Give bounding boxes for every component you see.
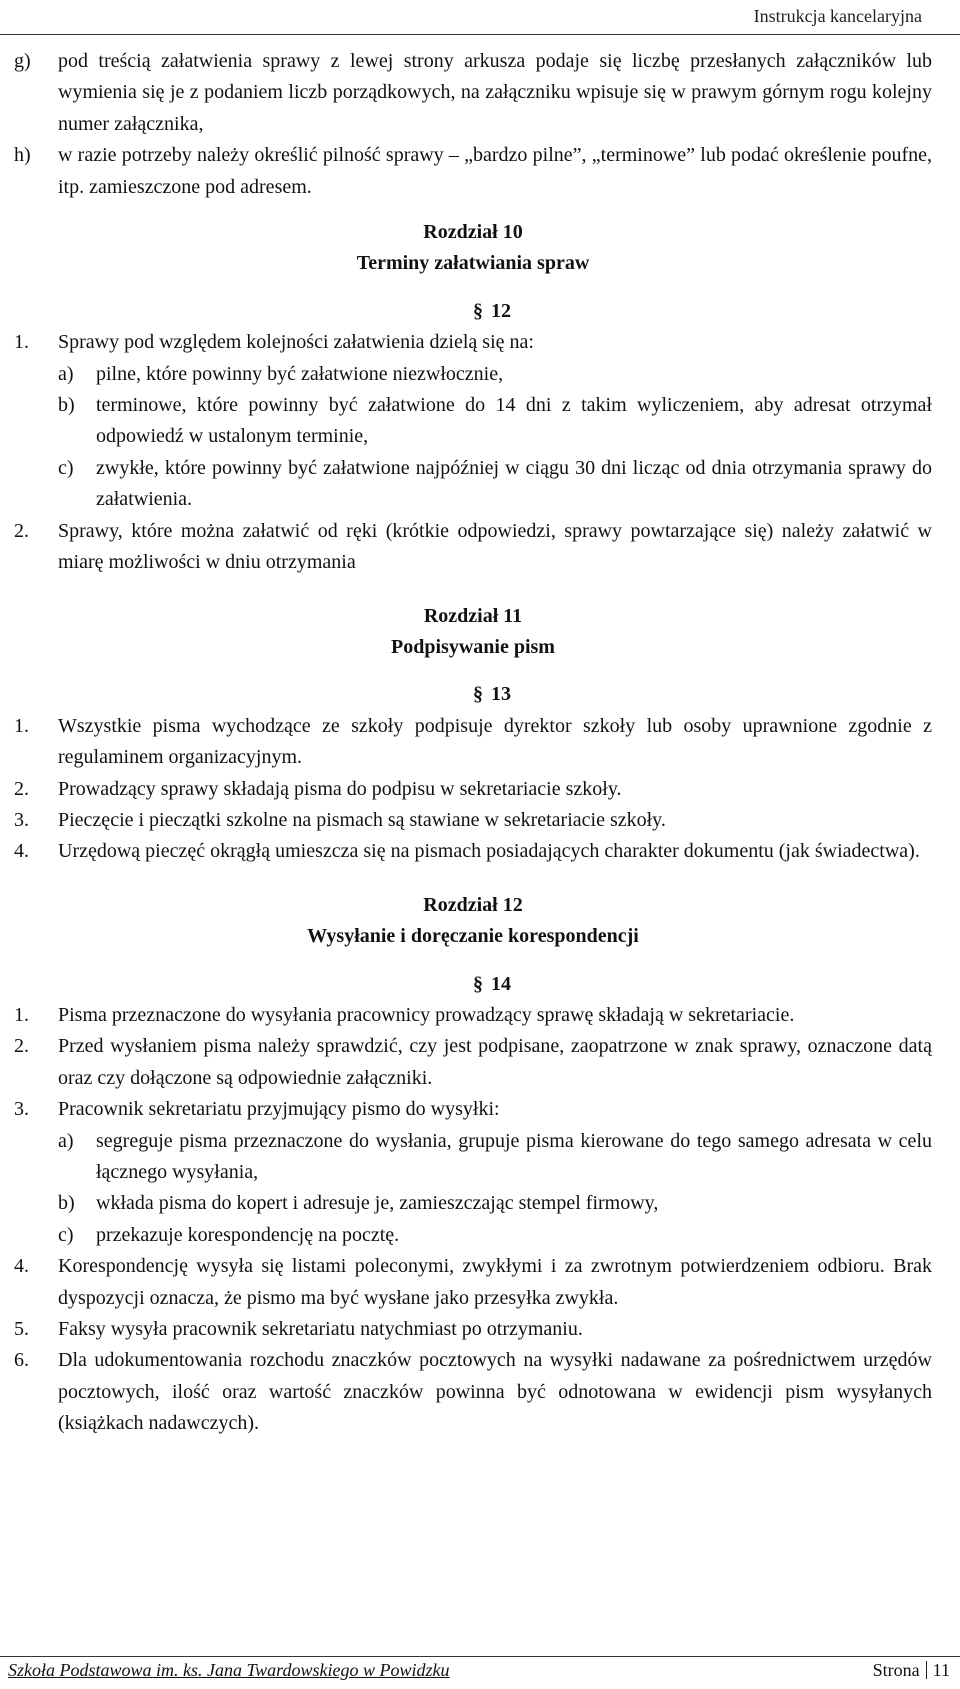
chapter-number: Rozdział 11 bbox=[423, 604, 523, 627]
item-label: 5. bbox=[14, 1318, 29, 1341]
chapter-title: Podpisywanie pism bbox=[391, 635, 555, 658]
sub-label: c) bbox=[58, 1223, 74, 1246]
item-text: Dla udokumentowania rozchodu znaczków pocztowych na wysyłki nadawane za pośrednictwem urzędów pocztowych, ilość oraz wartość znaczków powinna być odnotowana w ewidencji pism wysyłanych (książkach nadawczych). bbox=[58, 1349, 932, 1435]
sub-label: a) bbox=[58, 1129, 74, 1152]
chapter-12-heading bbox=[14, 890, 932, 953]
item-label: 4. bbox=[14, 840, 29, 863]
item-text: Pieczęcie i pieczątki szkolne na pismach są stawiane w sekretariacie szkoły. bbox=[58, 808, 666, 831]
s13-item-2 bbox=[14, 774, 932, 805]
s14-sub-b bbox=[14, 1188, 932, 1219]
item-label: h) bbox=[14, 144, 31, 167]
s14-item-4 bbox=[14, 1251, 932, 1314]
chapter-number: Rozdział 10 bbox=[423, 221, 523, 244]
item-text: Urzędową pieczęć okrągłą umieszcza się na pismach posiadających charakter dokumentu (jak świadectwa). bbox=[58, 840, 920, 863]
s12-item-2 bbox=[14, 516, 932, 579]
item-label: 1. bbox=[14, 714, 29, 737]
item-text: pod treścią załatwienia sprawy z lewej strony arkusza podaje się liczbę przesłanych załączników lub wymienia się je z podaniem liczb porządkowych, na załączniku wpisuje się w prawym górnym rogu kolejny numer załącznika, bbox=[58, 50, 932, 135]
item-text: Faksy wysyła pracownik sekretariatu natychmiast po otrzymaniu. bbox=[58, 1318, 583, 1341]
list-item-g bbox=[14, 46, 932, 140]
sub-text: segreguje pisma przeznaczone do wysłania, grupuje pisma kierowane do tego samego adresata w celu łącznego wysyłania, bbox=[96, 1129, 932, 1183]
item-text: Pisma przeznaczone do wysyłania pracownicy prowadzący sprawę składają w sekretariacie. bbox=[58, 1003, 795, 1026]
item-label: g) bbox=[14, 50, 31, 72]
sub-text: pilne, które powinny być załatwione niezwłocznie, bbox=[96, 362, 504, 385]
s13-item-3 bbox=[14, 805, 932, 836]
s12-sub-b bbox=[14, 390, 932, 453]
sub-text: wkłada pisma do kopert i adresuje je, zamieszczając stempel firmowy, bbox=[96, 1192, 659, 1215]
header-rule bbox=[0, 34, 960, 35]
item-label: 6. bbox=[14, 1349, 29, 1372]
s14-sub-a bbox=[14, 1126, 932, 1189]
chapter-11-heading bbox=[14, 601, 932, 664]
section-number: 12 bbox=[491, 299, 511, 322]
s12-sub-c bbox=[14, 453, 932, 516]
item-label: 3. bbox=[14, 808, 29, 831]
sub-label: c) bbox=[58, 456, 74, 479]
running-header-title: Instrukcja kancelaryjna bbox=[753, 6, 922, 26]
section-mark: § bbox=[473, 683, 483, 706]
sub-label: b) bbox=[58, 394, 75, 417]
item-label: 4. bbox=[14, 1255, 29, 1278]
document-body bbox=[14, 46, 932, 1440]
item-label: 2. bbox=[14, 1035, 29, 1058]
item-text: Pracownik sekretariatu przyjmujący pismo do wysyłki: bbox=[58, 1098, 500, 1121]
sub-text: terminowe, które powinny być załatwione do 14 dni z takim wyliczeniem, aby adresat otrzymał odpowiedź w ustalonym terminie, bbox=[96, 394, 932, 448]
item-text: Sprawy pod względem kolejności załatwienia dzielą się na: bbox=[58, 331, 534, 354]
section-14-heading bbox=[52, 969, 932, 1000]
sub-label: a) bbox=[58, 362, 74, 385]
item-text: w razie potrzeby należy określić pilność sprawy – „bardzo pilne”, „terminowe” lub podać określenie poufne, itp. zamieszczone pod adresem. bbox=[58, 144, 932, 198]
s14-item-3 bbox=[14, 1094, 932, 1125]
item-label: 2. bbox=[14, 777, 29, 800]
section-13-heading bbox=[52, 679, 932, 710]
section-mark: § bbox=[473, 972, 483, 995]
footer-page-number: 11 bbox=[932, 1660, 950, 1680]
section-number: 14 bbox=[491, 972, 511, 995]
item-text: Prowadzący sprawy składają pisma do podpisu w sekretariacie szkoły. bbox=[58, 777, 622, 800]
s13-item-1 bbox=[14, 711, 932, 774]
footer-school-name: Szkoła Podstawowa im. ks. Jana Twardowskiego w Powidzku bbox=[8, 1660, 450, 1680]
chapter-number: Rozdział 12 bbox=[423, 893, 523, 916]
section-number: 13 bbox=[491, 683, 511, 706]
item-label: 3. bbox=[14, 1098, 29, 1121]
chapter-10-heading bbox=[14, 217, 932, 280]
chapter-title: Wysyłanie i doręczanie korespondencji bbox=[307, 925, 639, 948]
item-text: Wszystkie pisma wychodzące ze szkoły podpisuje dyrektor szkoły lub osoby uprawnione zgodnie z regulaminem organizacyjnym. bbox=[58, 714, 932, 769]
list-item-h bbox=[14, 140, 932, 203]
footer-page-indicator bbox=[873, 1660, 950, 1681]
footer-page-label: Strona bbox=[872, 1660, 920, 1680]
section-mark: § bbox=[473, 299, 483, 322]
item-text: Sprawy, które można załatwić od ręki (krótkie odpowiedzi, sprawy powtarzające się) należy załatwić w miarę możliwości w dniu otrzymania bbox=[58, 519, 932, 574]
s14-item-6 bbox=[14, 1345, 932, 1439]
item-text: Korespondencję wysyła się listami poleconymi, zwykłymi i za zwrotnym potwierdzeniem odbioru. Brak dyspozycji oznacza, że pismo ma być wysłane jako przesyłka zwykła. bbox=[58, 1255, 932, 1309]
section-12-heading bbox=[52, 296, 932, 327]
item-label: 1. bbox=[14, 331, 29, 354]
item-label: 2. bbox=[14, 519, 29, 542]
sub-text: zwykłe, które powinny być załatwione najpóźniej w ciągu 30 dni licząc od dnia otrzymania sprawy do załatwienia. bbox=[96, 456, 932, 511]
footer-divider bbox=[926, 1661, 927, 1679]
item-text: Przed wysłaniem pisma należy sprawdzić, czy jest podpisane, zaopatrzone w znak sprawy, oznaczone datą oraz czy dołączone są odpowiednie załączniki. bbox=[58, 1035, 932, 1089]
sub-label: b) bbox=[58, 1192, 75, 1215]
sub-text: przekazuje korespondencję na pocztę. bbox=[96, 1223, 400, 1246]
chapter-title: Terminy załatwiania spraw bbox=[356, 252, 590, 275]
s13-item-4 bbox=[14, 836, 932, 867]
s12-item-1 bbox=[14, 327, 932, 358]
footer-rule bbox=[0, 1656, 960, 1657]
s14-item-5 bbox=[14, 1314, 932, 1345]
s14-sub-c bbox=[14, 1220, 932, 1251]
item-label: 1. bbox=[14, 1003, 29, 1026]
s12-sub-a bbox=[14, 359, 932, 390]
s14-item-1 bbox=[14, 1000, 932, 1031]
s14-item-2 bbox=[14, 1031, 932, 1094]
